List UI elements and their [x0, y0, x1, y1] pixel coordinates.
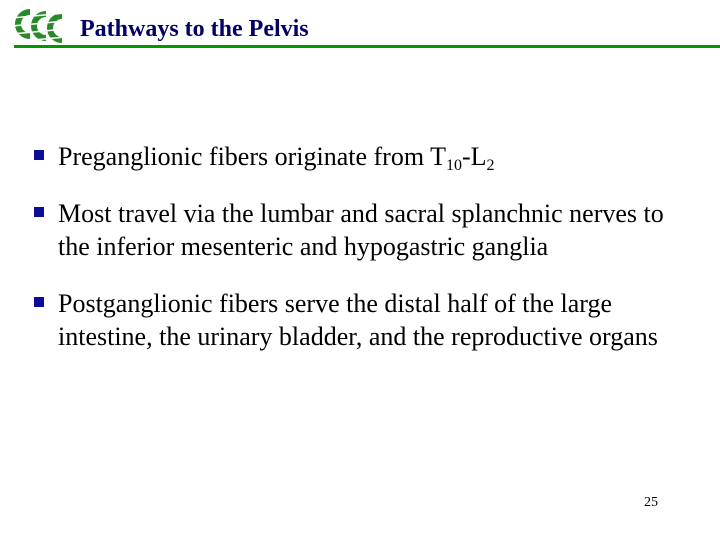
bullet-text: Most travel via the lumbar and sacral splanchnic nerves to the inferior mesenteric and hypogastric ganglia — [58, 199, 664, 261]
ecc-logo — [12, 4, 76, 48]
subscript-t10: 10 — [445, 157, 462, 174]
bullet-item — [34, 140, 674, 173]
subscript-l2: 2 — [486, 157, 495, 174]
page-number: 25 — [644, 495, 658, 510]
bullet-text-start: Preganglionic fibers originate from T — [58, 142, 446, 171]
square-bullet-icon — [34, 297, 44, 307]
bullet-text: Postganglionic fibers serve the distal half of the large intestine, the urinary bladder, and the reproductive organs — [58, 289, 658, 351]
square-bullet-icon — [34, 150, 44, 160]
bullet-text-mid: -L — [461, 142, 487, 171]
title-divider — [14, 45, 720, 48]
slide-title: Pathways to the Pelvis — [80, 16, 309, 42]
bullet-list — [34, 140, 674, 377]
bullet-item — [34, 197, 674, 263]
bullet-item — [34, 287, 674, 353]
square-bullet-icon — [34, 207, 44, 217]
